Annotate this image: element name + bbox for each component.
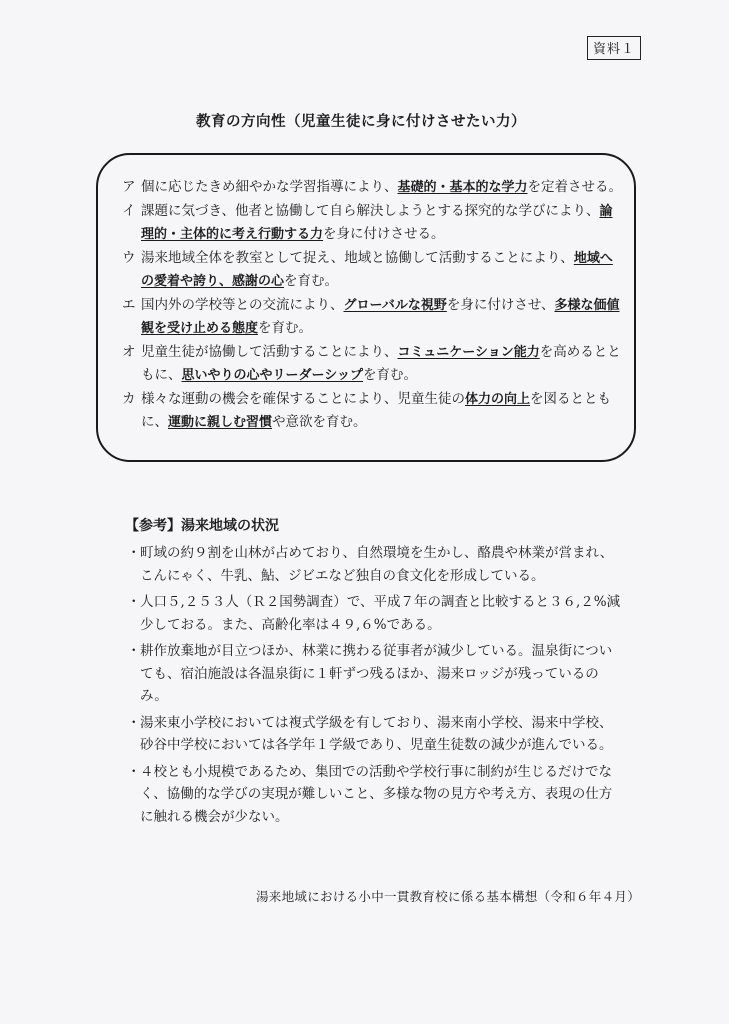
goal-item bbox=[124, 388, 624, 435]
goals-list bbox=[124, 176, 624, 435]
goal-emphasis: 多様な価値観を受け止める態度 bbox=[141, 297, 620, 336]
goal-emphasis: 基礎的・基本的な学力 bbox=[397, 180, 528, 195]
reference-item bbox=[125, 712, 625, 757]
document-label: 資料１ bbox=[587, 36, 641, 60]
reference-text: ４校とも小規模であるため、集団での活動や学校行事に制約が生じるだけでなく、協働的な学びの実現が難しいこと、多様な物の見方や考え方、表現の仕方に触れる機会が少ない。 bbox=[140, 763, 613, 825]
goal-text: を育む。 bbox=[362, 367, 417, 383]
reference-item bbox=[125, 542, 625, 587]
goal-text: 湯来地域全体を教室として捉え、地域と協働して活動することにより、 bbox=[141, 249, 574, 266]
goal-emphasis: コミュニケーション能力 bbox=[397, 344, 540, 360]
goal-mark: オ bbox=[122, 343, 136, 360]
reference-text: 人口５,２５３人（Ｒ２国勢調査）で、平成７年の調査と比較すると３６,２%減少しておる。また、高齢化率は４９,６%である。 bbox=[140, 594, 621, 633]
bullet-icon: ・ bbox=[127, 643, 141, 659]
bullet-icon: ・ bbox=[127, 545, 141, 561]
goal-item bbox=[124, 294, 624, 341]
reference-text: 湯来東小学校においては複式学級を有しており、湯来南小学校、湯来中学校、砂谷中学校においては各学年１学級であり、児童生徒数の減少が進んでいる。 bbox=[140, 714, 613, 753]
goal-text: を定着させる。 bbox=[527, 179, 623, 195]
goal-text: を育む。 bbox=[284, 273, 339, 289]
goal-mark: ウ bbox=[122, 249, 136, 266]
reference-list bbox=[125, 542, 625, 832]
goal-emphasis: 地域への愛着や誇り、感謝の心 bbox=[141, 250, 613, 289]
goal-text: 課題に気づき、他者と協働して自ら解決しようとする探究的な学びにより、 bbox=[141, 202, 600, 219]
reference-item bbox=[125, 591, 625, 636]
goal-mark: カ bbox=[122, 390, 136, 407]
reference-heading: 【参考】湯来地域の状況 bbox=[125, 518, 279, 534]
goal-text: 個に応じたきめ細やかな学習指導により、 bbox=[141, 179, 398, 195]
bullet-icon: ・ bbox=[127, 714, 141, 731]
goal-text: 様々な運動の機会を確保することにより、児童生徒の bbox=[141, 390, 465, 407]
goal-text: や意欲を育む。 bbox=[272, 414, 367, 430]
goal-text: 児童生徒が協働して活動することにより、 bbox=[141, 343, 398, 360]
goal-emphasis: 運動に親しむ習慣 bbox=[168, 415, 273, 430]
goal-mark: イ bbox=[122, 202, 136, 219]
goal-text: 国内外の学校等との交流により、 bbox=[141, 296, 344, 313]
reference-item bbox=[125, 761, 625, 829]
goal-item bbox=[124, 176, 624, 200]
goal-emphasis: グローバルな視野 bbox=[343, 297, 447, 313]
goal-item bbox=[124, 341, 624, 388]
goal-emphasis: 体力の向上 bbox=[465, 391, 531, 407]
goal-mark: エ bbox=[122, 296, 136, 313]
reference-item bbox=[125, 640, 625, 708]
goal-emphasis: 論理的・主体的に考え行動する力 bbox=[141, 203, 613, 242]
reference-text: 耕作放棄地が目立つほか、林業に携わる従事者が減少している。温泉街についても、宿泊施設は各温泉街に１軒ずつ残るほか、湯来ロッジが残っているのみ。 bbox=[140, 643, 613, 704]
document-footer: 湯来地域における小中一貫教育校に係る基本構想（令和６年４月） bbox=[256, 889, 641, 904]
goal-text: を高めるとともに、 bbox=[141, 343, 621, 383]
bullet-icon: ・ bbox=[127, 594, 141, 610]
goal-text: を図るとともに、 bbox=[141, 390, 612, 430]
section-title: 教育の方向性（児童生徒に身に付けさせたい力） bbox=[196, 114, 526, 130]
reference-text: 町域の約９割を山林が占めており、自然環境を生かし、酪農や林業が営まれ、こんにゃく、牛乳、鮎、ジビエなど独自の食文化を形成している。 bbox=[140, 545, 614, 584]
goal-emphasis: 思いやりの心やリーダーシップ bbox=[181, 368, 363, 383]
goal-item bbox=[124, 247, 624, 294]
goal-text: を身に付けさせ、 bbox=[446, 296, 555, 313]
goal-mark: ア bbox=[122, 179, 136, 195]
goal-text: を身に付けさせる。 bbox=[323, 226, 445, 242]
goal-text: を育む。 bbox=[258, 320, 313, 336]
bullet-icon: ・ bbox=[127, 763, 141, 780]
goal-item bbox=[124, 200, 624, 247]
